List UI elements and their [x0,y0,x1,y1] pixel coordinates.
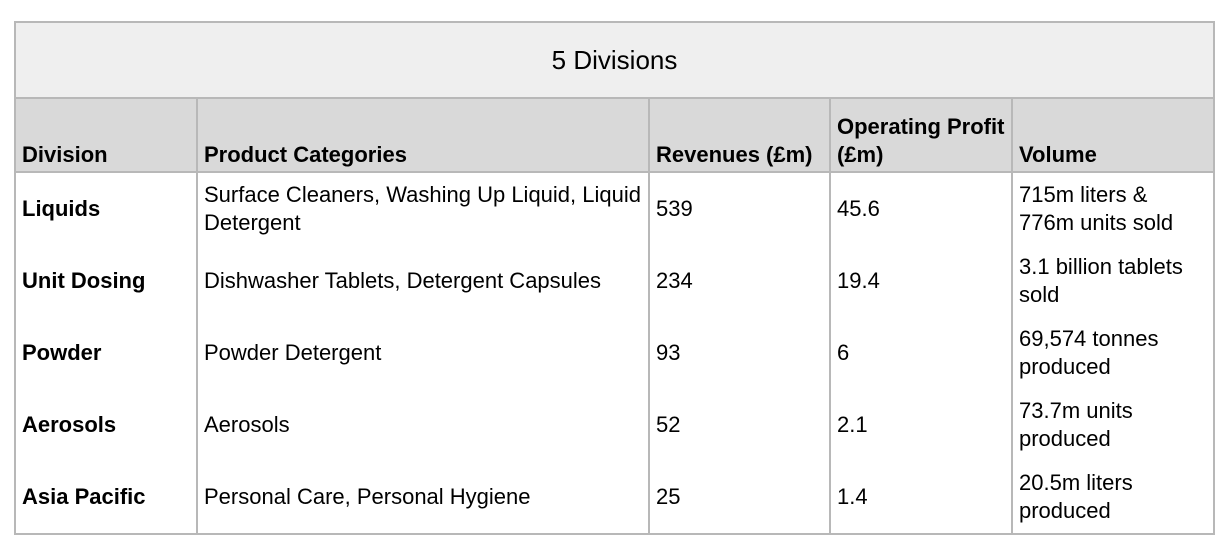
table-row [15,172,1214,245]
table-row [15,389,1214,461]
cell-division: Powder [15,317,197,389]
cell-revenues: 52 [649,389,830,461]
cell-revenues: 234 [649,245,830,317]
cell-profit: 1.4 [830,461,1012,534]
table-title-row [15,22,1214,98]
cell-division: Liquids [15,172,197,245]
cell-division: Unit Dosing [15,245,197,317]
cell-categories: Aerosols [197,389,649,461]
header-volume: Volume [1012,98,1214,172]
cell-volume: 715m liters & 776m units sold [1012,172,1214,245]
cell-revenues: 93 [649,317,830,389]
cell-categories: Personal Care, Personal Hygiene [197,461,649,534]
cell-volume: 73.7m units produced [1012,389,1214,461]
cell-division: Asia Pacific [15,461,197,534]
divisions-table [14,21,1215,535]
cell-division: Aerosols [15,389,197,461]
table-row [15,245,1214,317]
table-title: 5 Divisions [15,22,1214,98]
cell-profit: 19.4 [830,245,1012,317]
divisions-table-wrapper [14,21,1215,535]
cell-profit: 45.6 [830,172,1012,245]
table-row [15,461,1214,534]
header-operating-profit: Operating Profit (£m) [830,98,1012,172]
cell-volume: 20.5m liters produced [1012,461,1214,534]
cell-revenues: 539 [649,172,830,245]
header-product-categories: Product Categories [197,98,649,172]
cell-categories: Powder Detergent [197,317,649,389]
cell-profit: 6 [830,317,1012,389]
table-row [15,317,1214,389]
cell-profit: 2.1 [830,389,1012,461]
cell-volume: 69,574 tonnes produced [1012,317,1214,389]
header-division: Division [15,98,197,172]
cell-revenues: 25 [649,461,830,534]
cell-volume: 3.1 billion tablets sold [1012,245,1214,317]
header-revenues: Revenues (£m) [649,98,830,172]
cell-categories: Dishwasher Tablets, Detergent Capsules [197,245,649,317]
cell-categories: Surface Cleaners, Washing Up Liquid, Liquid Detergent [197,172,649,245]
table-header-row [15,98,1214,172]
